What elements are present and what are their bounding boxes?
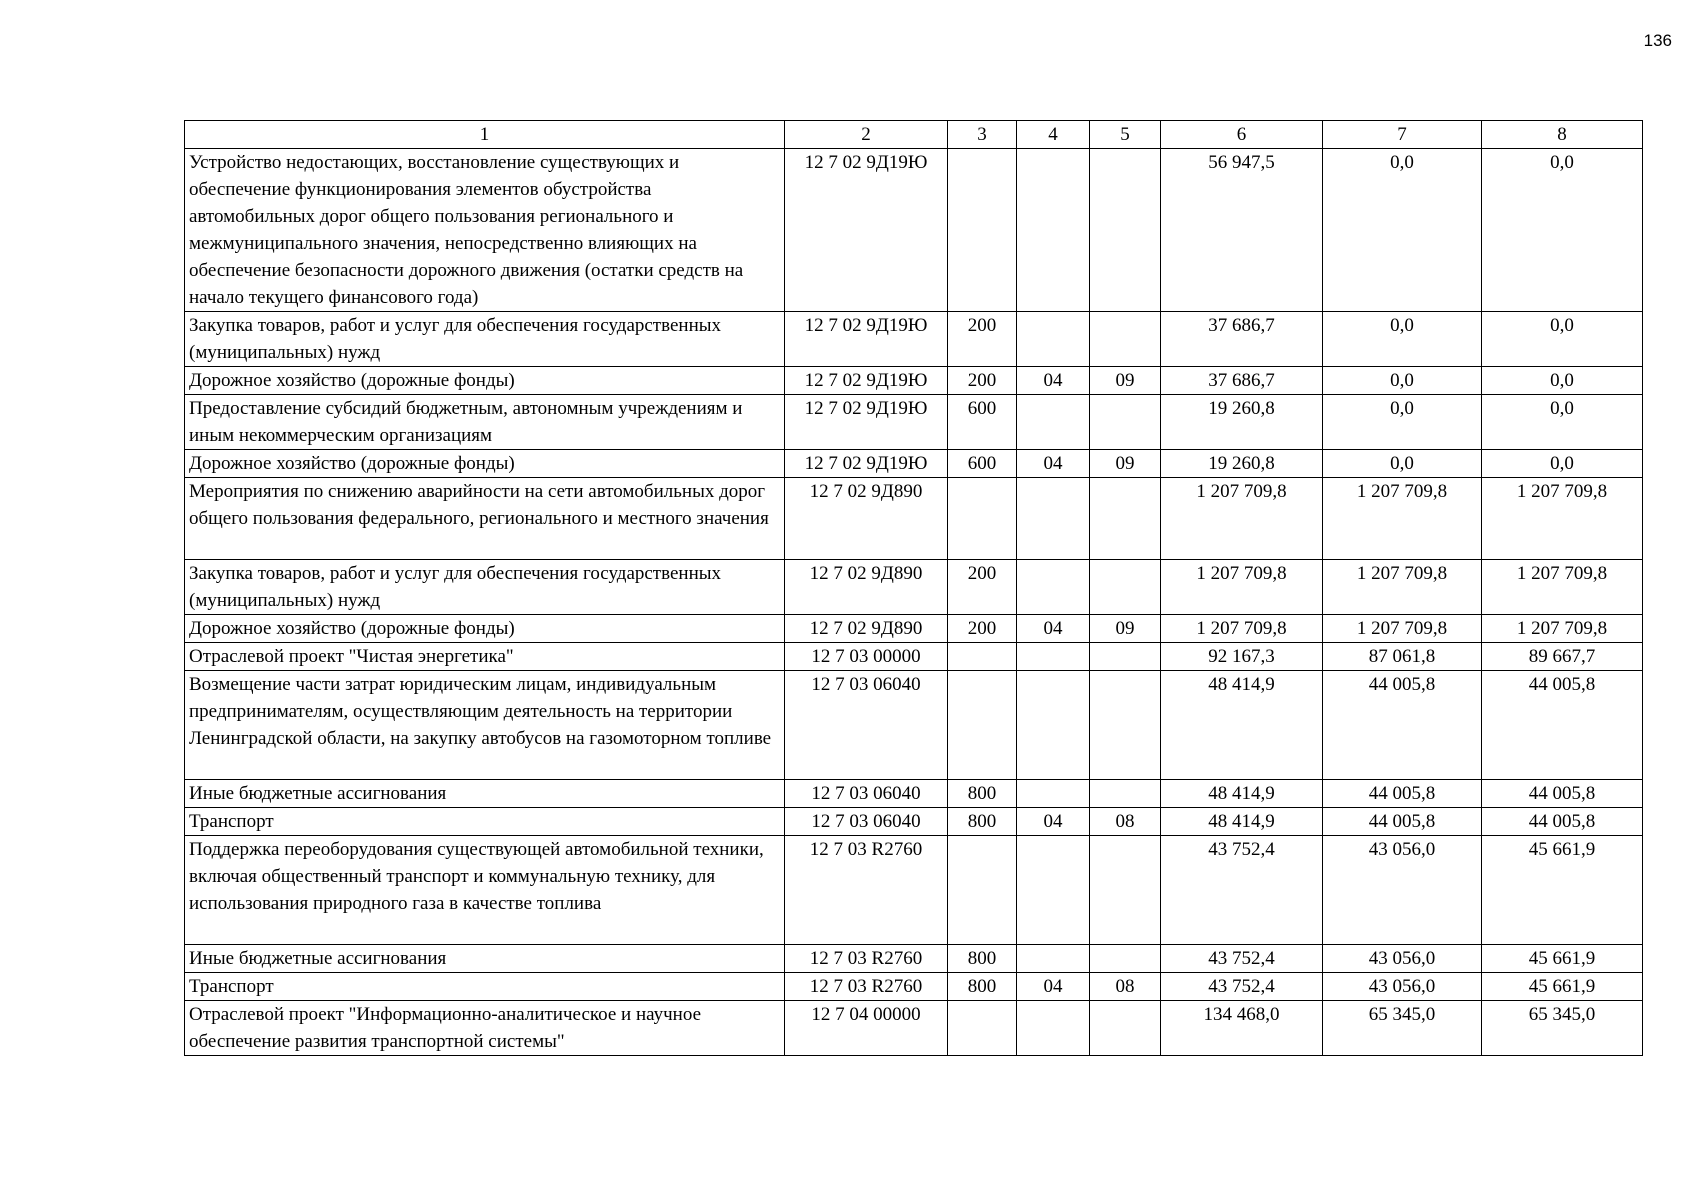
cell-name: Поддержка переоборудования существующей автомобильной техники, включая общественный транспорт и коммунальную технику, для использования природного газа в качестве топлива (185, 836, 785, 945)
cell-col6: 92 167,3 (1161, 643, 1323, 671)
cell-name: Закупка товаров, работ и услуг для обеспечения государственных (муниципальных) нужд (185, 312, 785, 367)
cell-col3 (948, 671, 1017, 780)
cell-code: 12 7 02 9Д890 (785, 478, 948, 560)
cell-col5 (1090, 945, 1161, 973)
cell-col8: 45 661,9 (1482, 836, 1643, 945)
cell-col8: 65 345,0 (1482, 1001, 1643, 1056)
cell-col5 (1090, 395, 1161, 450)
header-cell-3: 3 (948, 121, 1017, 149)
header-cell-4: 4 (1017, 121, 1090, 149)
cell-col5 (1090, 643, 1161, 671)
cell-col5 (1090, 1001, 1161, 1056)
cell-col6: 1 207 709,8 (1161, 560, 1323, 615)
cell-col7: 43 056,0 (1323, 945, 1482, 973)
cell-col6: 48 414,9 (1161, 671, 1323, 780)
cell-col6: 19 260,8 (1161, 395, 1323, 450)
cell-name: Мероприятия по снижению аварийности на сети автомобильных дорог общего пользования федерального, регионального и местного значения (185, 478, 785, 560)
cell-col6: 37 686,7 (1161, 312, 1323, 367)
cell-col3: 800 (948, 945, 1017, 973)
cell-col6: 37 686,7 (1161, 367, 1323, 395)
header-cell-6: 6 (1161, 121, 1323, 149)
cell-col3: 200 (948, 312, 1017, 367)
cell-col3: 600 (948, 450, 1017, 478)
cell-name: Иные бюджетные ассигнования (185, 945, 785, 973)
cell-name: Закупка товаров, работ и услуг для обеспечения государственных (муниципальных) нужд (185, 560, 785, 615)
cell-name: Дорожное хозяйство (дорожные фонды) (185, 367, 785, 395)
cell-col6: 43 752,4 (1161, 836, 1323, 945)
cell-col5 (1090, 149, 1161, 312)
cell-col8: 45 661,9 (1482, 973, 1643, 1001)
cell-col7: 0,0 (1323, 312, 1482, 367)
cell-col8: 0,0 (1482, 312, 1643, 367)
cell-col4: 04 (1017, 450, 1090, 478)
cell-name: Иные бюджетные ассигнования (185, 780, 785, 808)
cell-code: 12 7 02 9Д19Ю (785, 450, 948, 478)
cell-col7: 65 345,0 (1323, 1001, 1482, 1056)
cell-col6: 1 207 709,8 (1161, 478, 1323, 560)
cell-code: 12 7 03 06040 (785, 780, 948, 808)
cell-col3 (948, 1001, 1017, 1056)
cell-col6: 48 414,9 (1161, 780, 1323, 808)
table-row (185, 478, 1643, 560)
cell-col4 (1017, 478, 1090, 560)
cell-col6: 43 752,4 (1161, 973, 1323, 1001)
cell-col8: 44 005,8 (1482, 671, 1643, 780)
table-row (185, 450, 1643, 478)
cell-code: 12 7 02 9Д19Ю (785, 367, 948, 395)
cell-col4 (1017, 643, 1090, 671)
cell-col3: 600 (948, 395, 1017, 450)
cell-col4: 04 (1017, 367, 1090, 395)
cell-col8: 0,0 (1482, 395, 1643, 450)
cell-col6: 19 260,8 (1161, 450, 1323, 478)
cell-col7: 44 005,8 (1323, 808, 1482, 836)
table-row (185, 560, 1643, 615)
cell-col3 (948, 149, 1017, 312)
table-row (185, 643, 1643, 671)
cell-name: Дорожное хозяйство (дорожные фонды) (185, 450, 785, 478)
cell-col4 (1017, 836, 1090, 945)
cell-col6: 43 752,4 (1161, 945, 1323, 973)
cell-col7: 0,0 (1323, 367, 1482, 395)
cell-code: 12 7 02 9Д19Ю (785, 312, 948, 367)
cell-col3 (948, 478, 1017, 560)
budget-table (184, 120, 1643, 1056)
cell-name: Предоставление субсидий бюджетным, автономным учреждениям и иным некоммерческим организациям (185, 395, 785, 450)
cell-col7: 44 005,8 (1323, 780, 1482, 808)
cell-col5 (1090, 671, 1161, 780)
cell-name: Устройство недостающих, восстановление существующих и обеспечение функционирования элементов обустройства автомобильных дорог общего пользования регионального и межмуниципального значения, непосредственно влияющих на обеспечение безопасности дорожного движения (остатки средств на начало текущего финансового года) (185, 149, 785, 312)
cell-col7: 1 207 709,8 (1323, 615, 1482, 643)
cell-col3: 800 (948, 808, 1017, 836)
cell-col4: 04 (1017, 808, 1090, 836)
cell-col5 (1090, 780, 1161, 808)
cell-col7: 1 207 709,8 (1323, 478, 1482, 560)
cell-col4 (1017, 395, 1090, 450)
cell-col3: 200 (948, 367, 1017, 395)
cell-code: 12 7 02 9Д19Ю (785, 395, 948, 450)
cell-col8: 1 207 709,8 (1482, 560, 1643, 615)
header-cell-8: 8 (1482, 121, 1643, 149)
cell-code: 12 7 02 9Д890 (785, 615, 948, 643)
table-row (185, 945, 1643, 973)
cell-col3: 800 (948, 973, 1017, 1001)
cell-col3: 800 (948, 780, 1017, 808)
cell-code: 12 7 03 00000 (785, 643, 948, 671)
cell-code: 12 7 03 R2760 (785, 836, 948, 945)
cell-code: 12 7 04 00000 (785, 1001, 948, 1056)
page-number: 136 (1643, 31, 1672, 50)
cell-code: 12 7 02 9Д890 (785, 560, 948, 615)
cell-col8: 1 207 709,8 (1482, 615, 1643, 643)
header-cell-1: 1 (185, 121, 785, 149)
table-row (185, 836, 1643, 945)
cell-col3: 200 (948, 560, 1017, 615)
cell-col4 (1017, 671, 1090, 780)
cell-col5 (1090, 312, 1161, 367)
cell-code: 12 7 03 06040 (785, 671, 948, 780)
cell-col4 (1017, 1001, 1090, 1056)
cell-name: Дорожное хозяйство (дорожные фонды) (185, 615, 785, 643)
table-row (185, 149, 1643, 312)
cell-col7: 1 207 709,8 (1323, 560, 1482, 615)
cell-col8: 44 005,8 (1482, 808, 1643, 836)
cell-col7: 43 056,0 (1323, 973, 1482, 1001)
cell-name: Транспорт (185, 808, 785, 836)
cell-col8: 89 667,7 (1482, 643, 1643, 671)
cell-col4 (1017, 149, 1090, 312)
cell-col8: 0,0 (1482, 450, 1643, 478)
cell-col5 (1090, 560, 1161, 615)
cell-name: Транспорт (185, 973, 785, 1001)
cell-col6: 134 468,0 (1161, 1001, 1323, 1056)
cell-col4: 04 (1017, 973, 1090, 1001)
table-row (185, 780, 1643, 808)
cell-col5: 08 (1090, 973, 1161, 1001)
cell-code: 12 7 03 R2760 (785, 945, 948, 973)
cell-col5: 08 (1090, 808, 1161, 836)
cell-col8: 45 661,9 (1482, 945, 1643, 973)
cell-col4 (1017, 312, 1090, 367)
cell-name: Возмещение части затрат юридическим лицам, индивидуальным предпринимателям, осуществляющим деятельность на территории Ленинградской области, на закупку автобусов на газомоторном топливе (185, 671, 785, 780)
cell-col4 (1017, 780, 1090, 808)
table-row (185, 312, 1643, 367)
cell-col4: 04 (1017, 615, 1090, 643)
cell-col5: 09 (1090, 367, 1161, 395)
cell-col4 (1017, 560, 1090, 615)
cell-col7: 0,0 (1323, 450, 1482, 478)
cell-col8: 0,0 (1482, 149, 1643, 312)
table-row (185, 395, 1643, 450)
header-cell-7: 7 (1323, 121, 1482, 149)
cell-code: 12 7 03 06040 (785, 808, 948, 836)
table-row (185, 1001, 1643, 1056)
header-cell-5: 5 (1090, 121, 1161, 149)
table-header-row (185, 121, 1643, 149)
table-row (185, 615, 1643, 643)
cell-col8: 44 005,8 (1482, 780, 1643, 808)
header-cell-2: 2 (785, 121, 948, 149)
cell-col3: 200 (948, 615, 1017, 643)
cell-col5 (1090, 478, 1161, 560)
cell-name: Отраслевой проект "Информационно-аналитическое и научное обеспечение развития транспортной системы" (185, 1001, 785, 1056)
cell-col4 (1017, 945, 1090, 973)
cell-name: Отраслевой проект "Чистая энергетика" (185, 643, 785, 671)
cell-col7: 87 061,8 (1323, 643, 1482, 671)
cell-code: 12 7 03 R2760 (785, 973, 948, 1001)
cell-code: 12 7 02 9Д19Ю (785, 149, 948, 312)
cell-col3 (948, 643, 1017, 671)
cell-col8: 0,0 (1482, 367, 1643, 395)
cell-col8: 1 207 709,8 (1482, 478, 1643, 560)
table-row (185, 973, 1643, 1001)
table-row (185, 808, 1643, 836)
cell-col7: 43 056,0 (1323, 836, 1482, 945)
cell-col7: 0,0 (1323, 395, 1482, 450)
cell-col6: 56 947,5 (1161, 149, 1323, 312)
cell-col5: 09 (1090, 615, 1161, 643)
cell-col5 (1090, 836, 1161, 945)
cell-col7: 44 005,8 (1323, 671, 1482, 780)
table-row (185, 671, 1643, 780)
cell-col5: 09 (1090, 450, 1161, 478)
cell-col6: 48 414,9 (1161, 808, 1323, 836)
cell-col3 (948, 836, 1017, 945)
cell-col7: 0,0 (1323, 149, 1482, 312)
table-row (185, 367, 1643, 395)
cell-col6: 1 207 709,8 (1161, 615, 1323, 643)
